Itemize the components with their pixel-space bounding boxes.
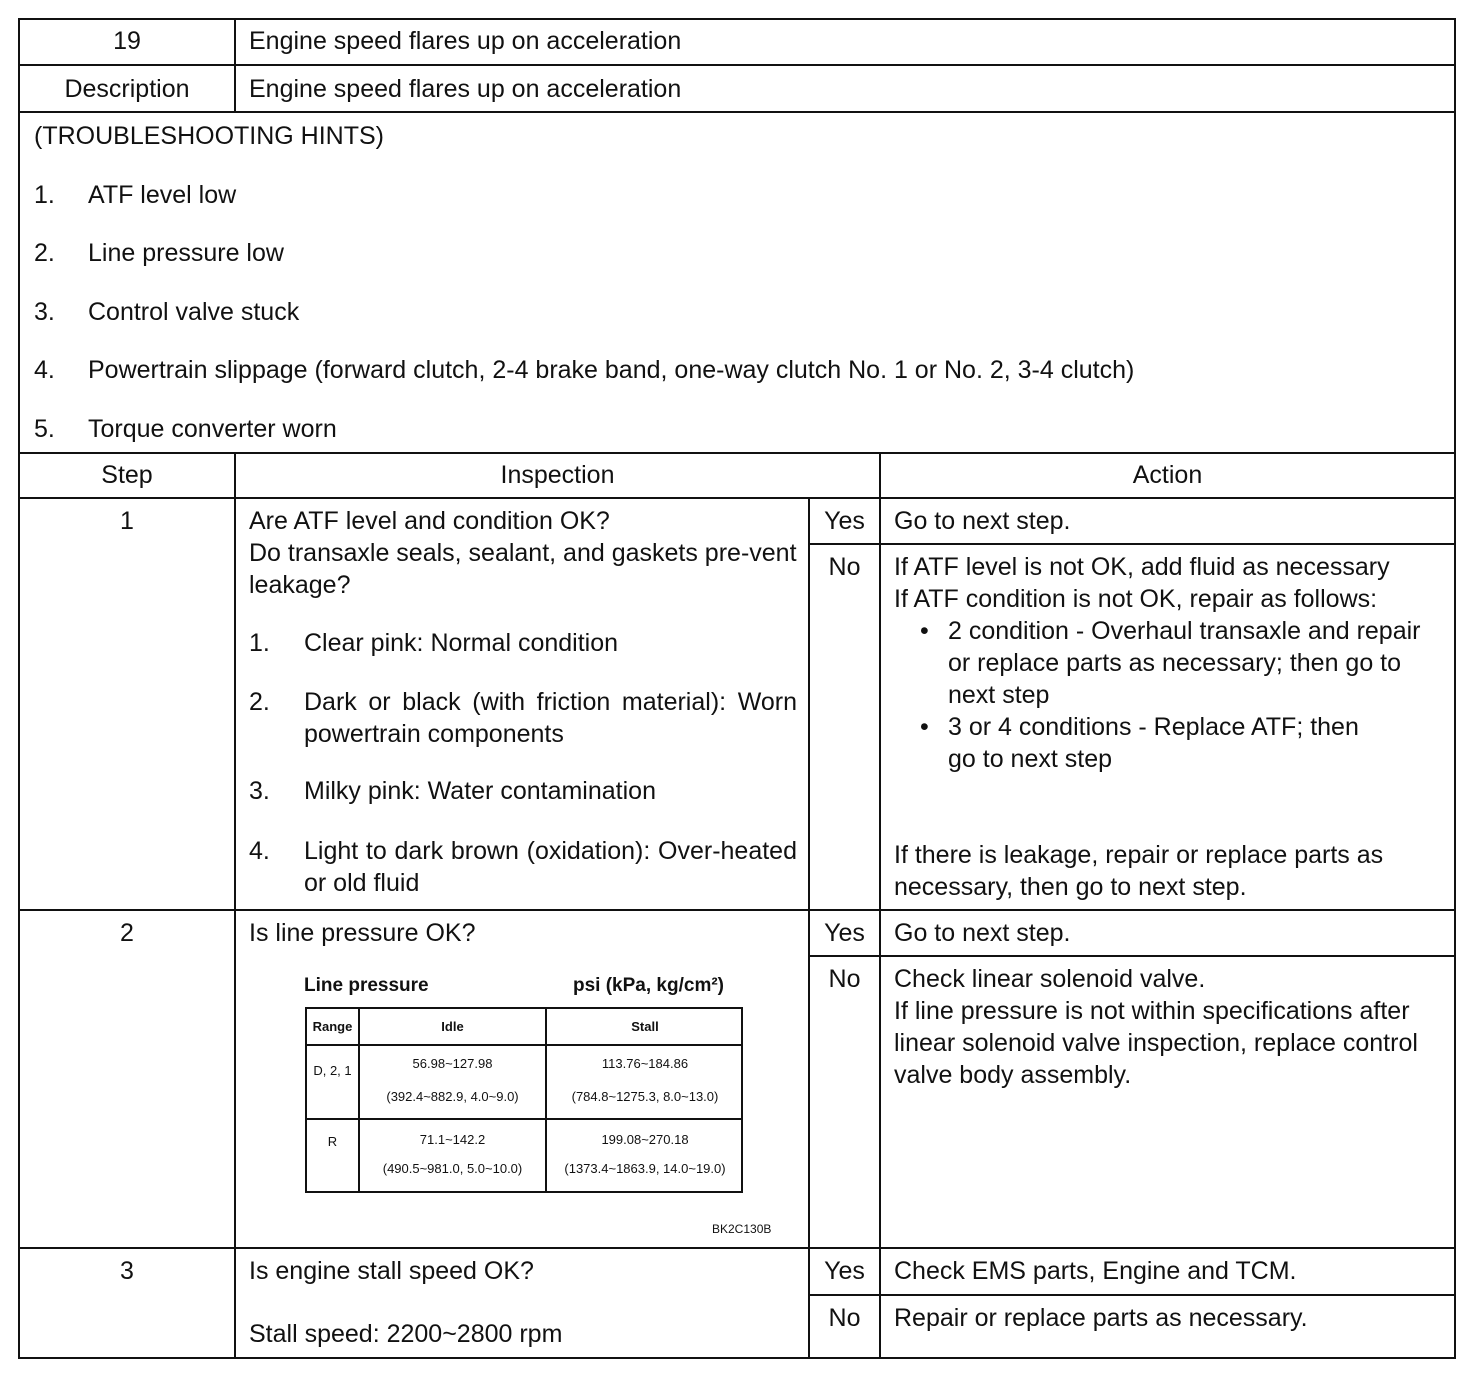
column-header-action: Action	[1132, 461, 1203, 489]
condition-text: Dark or black (with friction material): Worn powertrain components	[304, 688, 797, 748]
inspection-question: Are ATF level and condition OK?	[249, 507, 610, 535]
line-pressure-title: Line pressure	[304, 975, 429, 996]
column-header-step: Step	[101, 461, 153, 489]
yes-action: Go to next step.	[894, 507, 1071, 535]
column-header-inspection: Inspection	[500, 461, 615, 489]
hint-text: ATF level low	[88, 181, 237, 209]
hint-number: 4.	[34, 356, 55, 384]
idle-cell: 56.98~127.98	[412, 1056, 493, 1071]
yes-action: Go to next step.	[894, 919, 1071, 947]
stall-cell: 113.76~184.86	[601, 1056, 689, 1071]
hint-text: Powertrain slippage (forward clutch, 2-4 brake band, one-way clutch No. 1 or No. 2, 3-4 clutch)	[88, 356, 1135, 384]
step-number: 3	[120, 1257, 134, 1285]
no-action-leakage: If there is leakage, repair or replace parts as necessary, then go to next step.	[894, 841, 1384, 901]
description-label: Description	[64, 75, 190, 103]
hint-number: 3.	[34, 298, 55, 326]
hint-text: Torque converter worn	[88, 415, 337, 443]
header-range: Range	[312, 1019, 353, 1034]
stall-cell-sub: (1373.4~1863.9, 14.0~19.0)	[564, 1161, 726, 1176]
condition-text: Light to dark brown (oxidation): Over-heated or old fluid	[304, 837, 797, 897]
condition-text: Milky pink: Water contamination	[304, 777, 656, 805]
issue-number: 19	[113, 27, 141, 55]
no-action-line: If ATF level is not OK, add fluid as necessary	[894, 553, 1390, 581]
yes-label: Yes	[824, 507, 865, 535]
condition-number: 1.	[249, 629, 270, 657]
bullet-icon: •	[920, 713, 929, 741]
no-action-bullet: 3 or 4 conditions - Replace ATF; then go to next step	[948, 713, 1359, 773]
header-stall: Stall	[631, 1019, 659, 1034]
condition-text: Clear pink: Normal condition	[304, 629, 619, 657]
yes-action: Check EMS parts, Engine and TCM.	[894, 1257, 1297, 1285]
condition-number: 4.	[249, 837, 270, 865]
idle-cell: 71.1~142.2	[419, 1132, 486, 1147]
condition-number: 2.	[249, 688, 270, 716]
step-number: 2	[120, 919, 134, 947]
range-cell: D, 2, 1	[313, 1063, 352, 1078]
step-number: 1	[120, 507, 134, 535]
idle-cell-sub: (392.4~882.9, 4.0~9.0)	[386, 1089, 519, 1104]
hint-text: Control valve stuck	[88, 298, 300, 326]
figure-code: BK2C130B	[712, 1222, 772, 1236]
issue-title: Engine speed flares up on acceleration	[249, 27, 682, 55]
range-cell: R	[327, 1134, 338, 1149]
line-pressure-units: psi (kPa, kg/cm²)	[573, 975, 724, 996]
description-text: Engine speed flares up on acceleration	[249, 75, 682, 103]
yes-label: Yes	[824, 1257, 865, 1285]
yes-label: Yes	[824, 919, 865, 947]
no-action-line: If ATF condition is not OK, repair as follows:	[894, 585, 1378, 613]
inspection-question-detail: Do transaxle seals, sealant, and gaskets pre-vent leakage?	[249, 539, 797, 599]
header-idle: Idle	[441, 1019, 464, 1034]
no-action-line: If line pressure is not within specifications after linear solenoid valve inspection, replace control valve body assembly.	[894, 997, 1418, 1089]
stall-cell: 199.08~270.18	[601, 1132, 689, 1147]
no-label: No	[828, 965, 861, 993]
stall-cell-sub: (784.8~1275.3, 8.0~13.0)	[571, 1089, 719, 1104]
hint-number: 2.	[34, 239, 55, 267]
hint-number: 5.	[34, 415, 55, 443]
no-action-bullet: 2 condition - Overhaul transaxle and repair or replace parts as necessary; then go to next step	[948, 617, 1421, 709]
stall-speed-spec: Stall speed: 2200~2800 rpm	[249, 1320, 563, 1348]
idle-cell-sub: (490.5~981.0, 5.0~10.0)	[382, 1161, 523, 1176]
bullet-icon: •	[920, 617, 929, 645]
no-action: Repair or replace parts as necessary.	[894, 1304, 1308, 1332]
hint-text: Line pressure low	[88, 239, 284, 267]
condition-number: 3.	[249, 777, 270, 805]
inspection-question: Is engine stall speed OK?	[249, 1257, 534, 1285]
inspection-question: Is line pressure OK?	[249, 919, 476, 947]
hints-heading: (TROUBLESHOOTING HINTS)	[34, 122, 385, 150]
hint-number: 1.	[34, 181, 55, 209]
no-label: No	[828, 1304, 861, 1332]
no-action-line: Check linear solenoid valve.	[894, 965, 1206, 993]
no-label: No	[828, 553, 861, 581]
